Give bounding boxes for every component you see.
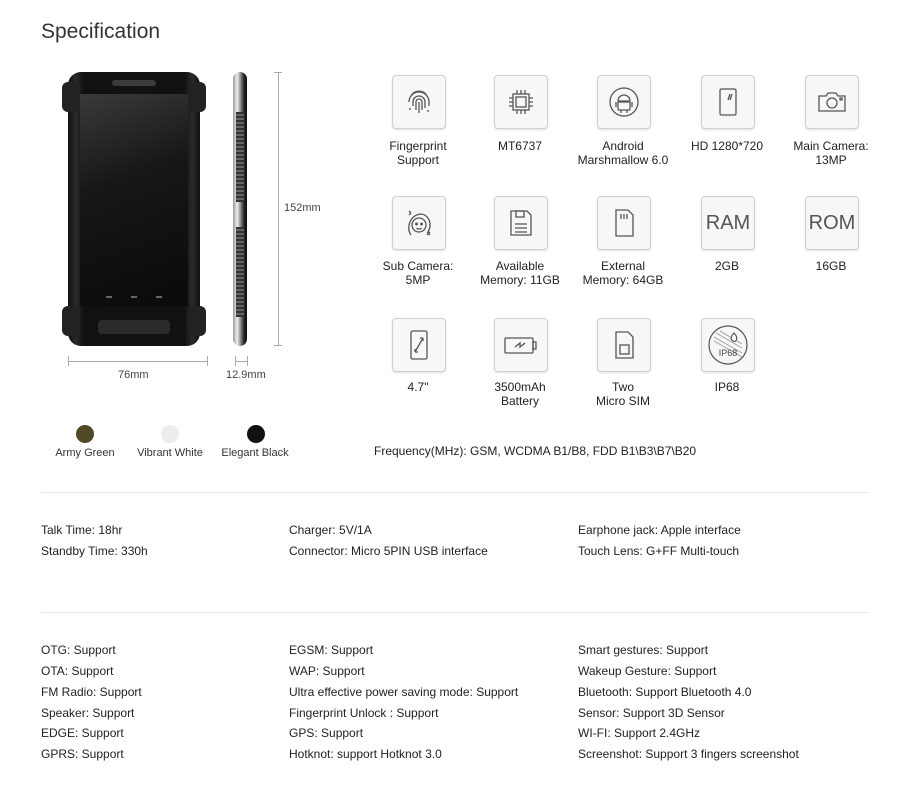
spec-row: Charger: 5V/1A [289,523,372,537]
spec-label-fingerprint: Fingerprint Support [389,139,447,167]
spec-label-main-camera: Main Camera: 13MP [793,139,869,167]
memory-icon [494,196,548,250]
spec-label-ram: 2GB [714,259,739,273]
spec-row: GPS: Support [289,726,364,740]
color-label-army-green: Army Green [55,447,115,459]
spec-row: Smart gestures: Support [578,643,709,657]
spec-row: Touch Lens: G+FF Multi-touch [578,544,740,558]
color-swatch-army-green [76,425,94,443]
phone-front-image [68,72,200,346]
spec-row: Speaker: Support [41,706,135,720]
fingerprint-icon [392,75,446,129]
spec-row: WAP: Support [289,664,365,678]
spec-label-sim: Two Micro SIM [596,380,650,408]
spec-row: Screenshot: Support 3 fingers screenshot [578,747,799,761]
battery-icon [494,318,548,372]
svg-text:IP68: IP68 [718,348,738,358]
width-dimension-tick [207,356,208,366]
page-title: Specification [41,20,161,43]
width-dimension-tick [68,356,69,366]
spec-row: Sensor: Support 3D Sensor [578,706,725,720]
spec-label-android: Android Marshmallow 6.0 [577,139,669,167]
thickness-dimension-line [235,361,247,362]
spec-label-sub-camera: Sub Camera: 5MP [382,259,454,287]
sd-card-icon [597,196,651,250]
screen-icon [701,75,755,129]
color-label-vibrant-white: Vibrant White [137,447,203,459]
camera-icon [805,75,859,129]
spec-label-chip: MT6737 [497,139,543,153]
spec-row: OTG: Support [41,643,116,657]
spec-row: FM Radio: Support [41,685,142,699]
width-label: 76mm [118,369,149,381]
color-label-elegant-black: Elegant Black [221,447,289,459]
thickness-label: 12.9mm [226,369,266,381]
spec-label-screen-size: 4.7" [407,380,429,394]
ram-icon: RAM [701,196,755,250]
divider [41,612,869,613]
spec-row: Ultra effective power saving mode: Support [289,685,519,699]
spec-row: Earphone jack: Apple interface [578,523,741,537]
phone-side-image [233,72,247,346]
sim-icon [597,318,651,372]
thickness-dimension-tick [235,356,236,366]
spec-row: Wakeup Gesture: Support [578,664,717,678]
android-icon [597,75,651,129]
spec-row: Connector: Micro 5PIN USB interface [289,544,488,558]
thickness-dimension-tick [247,356,248,366]
height-dimension-tick [274,345,282,346]
spec-row: GPRS: Support [41,747,124,761]
width-dimension-line [68,361,208,362]
spec-row: OTA: Support [41,664,114,678]
color-swatch-elegant-black [247,425,265,443]
spec-label-available-memory: Available Memory: 11GB [480,259,560,287]
ip68-icon [701,318,755,372]
rom-icon: ROM [805,196,859,250]
spec-row: Bluetooth: Support Bluetooth 4.0 [578,685,752,699]
spec-row: EDGE: Support [41,726,124,740]
spec-row: EGSM: Support [289,643,374,657]
spec-label-battery: 3500mAh Battery [494,380,546,408]
height-dimension-tick [274,72,282,73]
height-label: 152mm [284,202,321,214]
divider [41,492,869,493]
spec-label-external-memory: External Memory: 64GB [582,259,664,287]
chip-icon [494,75,548,129]
screen-size-icon [392,318,446,372]
spec-row: Fingerprint Unlock : Support [289,706,439,720]
selfie-icon [392,196,446,250]
height-dimension-line [278,72,279,346]
frequency-text: Frequency(MHz): GSM, WCDMA B1/B8, FDD B1\B3\B7\B20 [374,444,697,458]
spec-label-screen: HD 1280*720 [690,139,764,153]
spec-label-rom: 16GB [815,259,847,273]
spec-row: Talk Time: 18hr [41,523,123,537]
spec-label-ip68: IP68 [714,380,740,394]
spec-row: WI-FI: Support 2.4GHz [578,726,701,740]
spec-row: Hotknot: support Hotknot 3.0 [289,747,442,761]
spec-row: Standby Time: 330h [41,544,148,558]
color-swatch-vibrant-white [161,425,179,443]
